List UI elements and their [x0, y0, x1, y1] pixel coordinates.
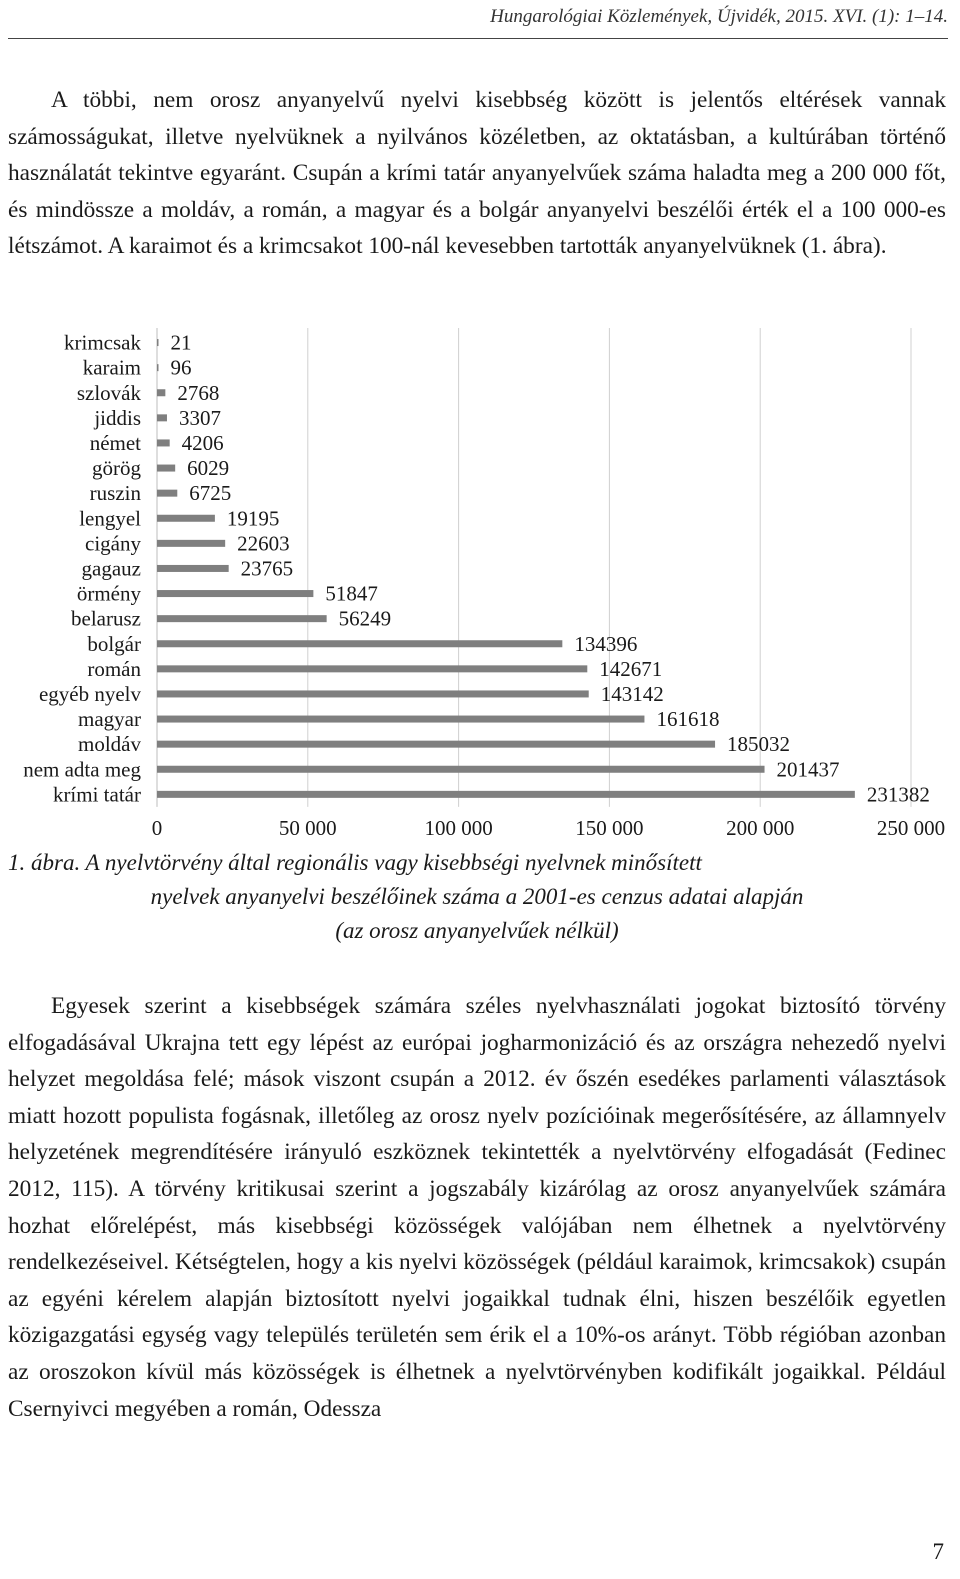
category-label: moldáv	[78, 732, 141, 757]
data-label: 2768	[177, 380, 220, 405]
data-label: 161618	[656, 707, 720, 732]
data-label: 142671	[599, 656, 663, 681]
bar	[157, 791, 855, 798]
x-tick-label: 250 000	[876, 815, 946, 840]
x-tick-label: 150 000	[575, 815, 644, 840]
data-label: 4206	[181, 430, 224, 455]
bar	[157, 615, 327, 622]
data-label: 134396	[574, 631, 638, 656]
bar	[157, 640, 562, 647]
category-label: magyar	[78, 707, 141, 732]
data-label: 185032	[727, 732, 791, 757]
data-label: 22603	[237, 531, 290, 556]
bar	[157, 389, 165, 396]
data-label: 21	[170, 330, 192, 355]
chart-x-tick-labels	[152, 816, 945, 840]
category-label: román	[87, 656, 141, 681]
category-label: jiddis	[94, 405, 141, 430]
category-label: egyéb nyelv	[38, 681, 141, 706]
data-label: 143142	[600, 681, 664, 706]
bar	[157, 465, 175, 472]
chart-data-labels	[171, 331, 930, 807]
category-label: bolgár	[87, 631, 141, 656]
chart-gridlines	[308, 328, 911, 807]
category-label: nem adta meg	[23, 757, 141, 782]
caption-label: 1. ábra.	[8, 850, 81, 875]
category-label: német	[89, 430, 141, 455]
data-label: 19195	[226, 506, 280, 531]
header-rule	[8, 38, 948, 39]
data-label: 51847	[325, 581, 378, 606]
category-label: belarusz	[71, 606, 141, 631]
bar	[157, 716, 644, 723]
category-label: lengyel	[79, 506, 141, 531]
bar	[157, 741, 715, 748]
data-label: 6725	[189, 481, 232, 506]
x-tick-label: 0	[151, 815, 163, 840]
bar	[157, 364, 159, 371]
figure-caption	[8, 846, 946, 948]
running-header: Hungarológiai Közlemények, Újvidék, 2015. XVI. (1): 1–14.	[490, 6, 948, 27]
category-label: szlovák	[76, 380, 141, 405]
category-label: krimcsak	[64, 330, 141, 355]
data-label: 23765	[240, 556, 294, 581]
category-label: ruszin	[89, 481, 141, 506]
x-tick-label: 200 000	[726, 815, 795, 840]
body-paragraph: Egyesek szerint a kisebbségek számára széles nyelvhasználati jogokat biztosító törvény elfogadásával Ukrajna tett egy lépést az európai jogharmonizáció és az országra nehezedő nyelvi helyzet megoldása felé; mások viszont csupán a 2012. év őszén esedékes parlamenti választások miatt hozott populista fogásnak, illetőleg az orosz nyelv pozícióinak megerősítésére, az államnyelv helyzetének megrendítésére irányuló eszköznek tekintették a nyelvtörvény elfogadását (Fedinec 2012, 115). A törvény kritikusai szerint a jogszabály kizárólag az orosz anyanyelvűek számára hozhat előrelépést, más kisebbségi közösségek valójában nem élhetnek a nyelvtörvény rendelkezéseivel. Kétségtelen, hogy a kis nyelvi közösségek (például karaimok, krimcsakok) csupán az egyéni kérelem alapján biztosított nyelvi jogaikkal tudnak élni, hiszen beszélőik egyetlen közigazgatási egység vagy település területén sem érik el a 10%-os arányt. Több régióban azonban az oroszokon kívül más közösségek is élhetnek a nyelvtörvényben kodifikált jogaikkal. Például Csernyivci megyében a román, Odessza	[8, 993, 946, 1422]
data-label: 6029	[187, 456, 230, 481]
bar	[157, 439, 170, 446]
category-label: gagauz	[81, 556, 141, 581]
data-label: 201437	[776, 757, 840, 782]
category-label: karaim	[82, 355, 141, 380]
bar	[157, 490, 177, 497]
category-label: görög	[92, 456, 141, 481]
bar	[157, 766, 765, 773]
data-label: 3307	[178, 405, 221, 430]
bar	[157, 540, 225, 547]
page-number: 7	[932, 1539, 944, 1564]
x-tick-label: 100 000	[424, 815, 493, 840]
bar	[157, 590, 313, 597]
category-label: örmény	[76, 581, 141, 606]
bar	[157, 414, 167, 421]
data-label: 231382	[866, 782, 930, 807]
bar	[157, 690, 589, 697]
caption-line-3: (az orosz anyanyelvűek nélkül)	[335, 918, 619, 943]
caption-line-1: A nyelvtörvény által regionális vagy kisebbségi nyelvnek minősített	[85, 850, 702, 875]
intro-paragraph: A többi, nem orosz anyanyelvű nyelvi kisebbség között is jelentős eltérések vannak számosságukat, illetve nyelvüknek a nyilvános közéletben, az oktatásban, a kultúrában történő használatát tekintve egyaránt. Csupán a krími tatár anyanyelvűek száma haladta meg a 200 000 főt, és mindössze a moldáv, a román, a magyar és a bolgár anyanyelvi beszélői érték el a 100 000-es létszámot. A karaimot és a krimcsakot 100-nál kevesebben tartották anyanyelvüknek (1. ábra).	[8, 87, 946, 260]
data-label: 96	[170, 355, 192, 380]
bar	[157, 515, 215, 522]
chart-category-labels	[23, 331, 141, 807]
x-tick-label: 50 000	[278, 815, 337, 840]
category-label: krími tatár	[52, 782, 141, 807]
caption-line-2: nyelvek anyanyelvi beszélőinek száma a 2001-es cenzus adatai alapján	[150, 884, 804, 909]
data-label: 56249	[338, 606, 392, 631]
category-label: cigány	[85, 531, 141, 556]
bar	[157, 565, 229, 572]
figure-1-bar-chart	[0, 318, 960, 858]
bar	[157, 339, 159, 346]
bar	[157, 665, 587, 672]
